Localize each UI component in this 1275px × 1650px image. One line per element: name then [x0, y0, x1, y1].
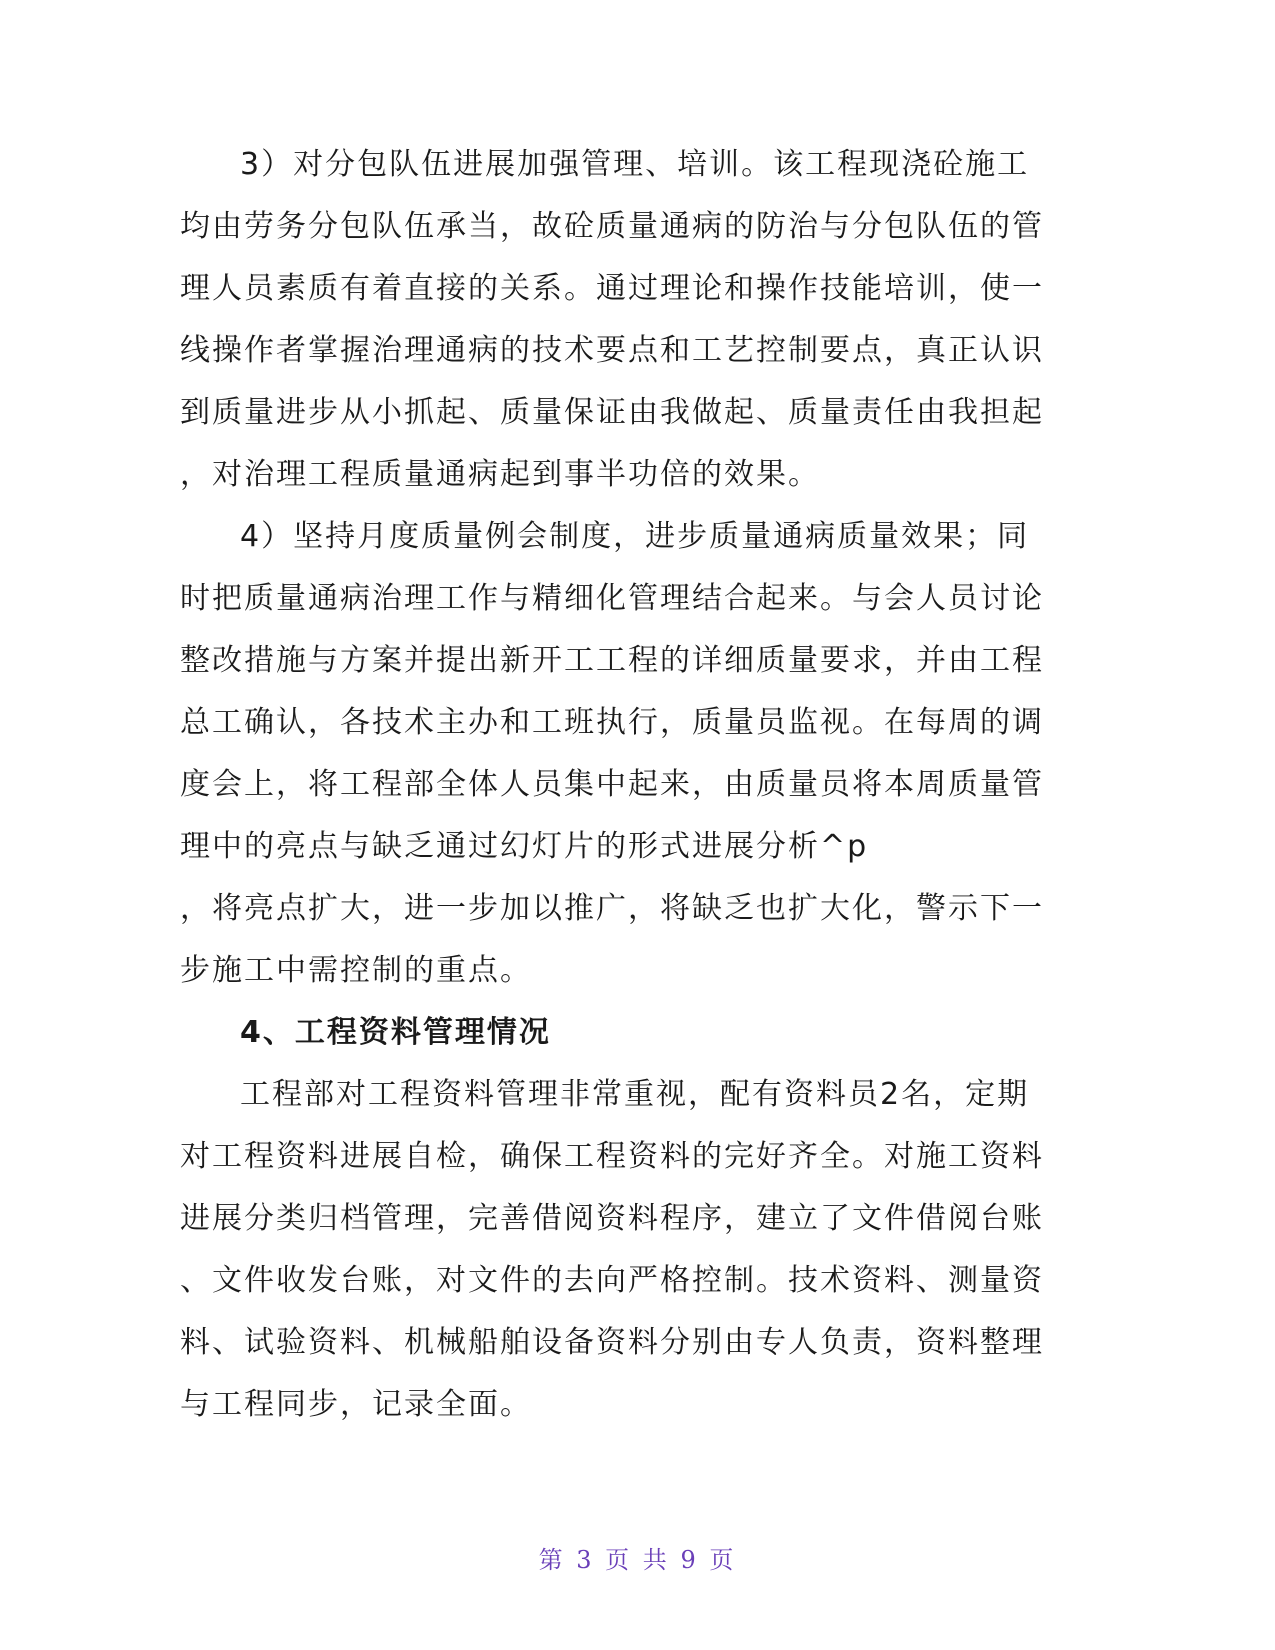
text-line: 4）坚持月度质量例会制度，进步质量通病质量效果；同 — [240, 519, 1030, 554]
text-line: 均由劳务分包队伍承当，故砼质量通病的防治与分包队伍的管 — [180, 209, 1044, 244]
text-line: 、文件收发台账，对文件的去向严格控制。技术资料、测量资 — [180, 1263, 1044, 1298]
text-line: 工程部对工程资料管理非常重视，配有资料员2名，定期 — [240, 1077, 1030, 1112]
text-line: 与工程同步，记录全面。 — [180, 1387, 532, 1422]
text-line: 进展分类归档管理，完善借阅资料程序，建立了文件借阅台账 — [180, 1201, 1044, 1236]
text-line: 度会上，将工程部全体人员集中起来，由质量员将本周质量管 — [180, 767, 1044, 802]
text-line: 对工程资料进展自检，确保工程资料的完好齐全。对施工资料 — [180, 1139, 1044, 1174]
text-line: 理中的亮点与缺乏通过幻灯片的形式进展分析^p — [180, 829, 869, 864]
page-number-footer: 第 3 页 共 9 页 — [538, 1546, 737, 1574]
text-line: 到质量进步从小抓起、质量保证由我做起、质量责任由我担起 — [180, 395, 1044, 430]
text-line: 3）对分包队伍进展加强管理、培训。该工程现浇砼施工 — [240, 147, 1030, 182]
text-line: ，对治理工程质量通病起到事半功倍的效果。 — [180, 457, 820, 492]
text-line: 步施工中需控制的重点。 — [180, 953, 532, 988]
text-line: 时把质量通病治理工作与精细化管理结合起来。与会人员讨论 — [180, 581, 1044, 616]
text-line: 总工确认，各技术主办和工班执行，质量员监视。在每周的调 — [180, 705, 1044, 740]
text-line: 线操作者掌握治理通病的技术要点和工艺控制要点，真正认识 — [180, 333, 1044, 368]
text-line: 料、试验资料、机械船舶设备资料分别由专人负责，资料整理 — [180, 1325, 1044, 1360]
text-line: 整改措施与方案并提出新开工工程的详细质量要求，并由工程 — [180, 643, 1044, 678]
text-line: ，将亮点扩大，进一步加以推广，将缺乏也扩大化，警示下一 — [180, 891, 1044, 926]
text-line: 理人员素质有着直接的关系。通过理论和操作技能培训，使一 — [180, 271, 1044, 306]
section-heading: 4、工程资料管理情况 — [240, 1015, 551, 1050]
